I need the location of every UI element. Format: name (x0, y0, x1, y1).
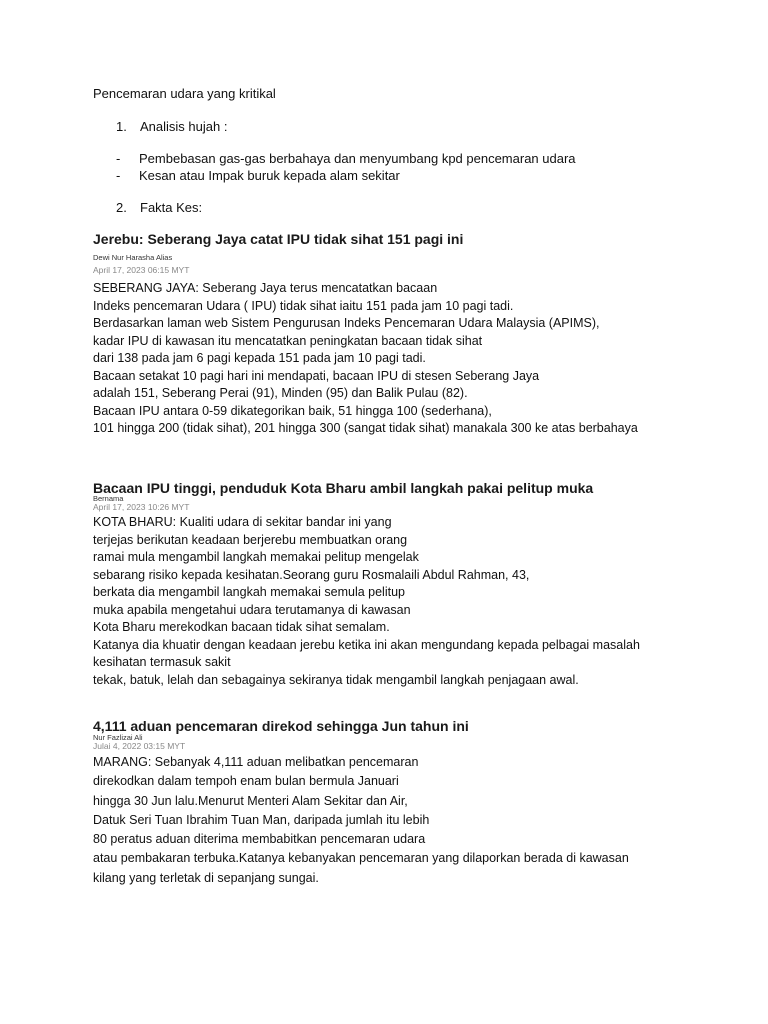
body-line: sebarang risiko kepada kesihatan.Seorang guru Rosmalaili Abdul Rahman, 43, (93, 567, 530, 582)
body-line: Indeks pencemaran Udara ( IPU) tidak sihat iaitu 151 pada jam 10 pagi tadi. (93, 298, 514, 313)
bullet-text: Pembebasan gas-gas berbahaya dan menyumbang kpd pencemaran udara (139, 151, 576, 166)
article-1-headline: Jerebu: Seberang Jaya catat IPU tidak sihat 151 pagi ini (93, 231, 464, 247)
article-3-body (93, 753, 629, 888)
body-line: terjejas berikutan keadaan berjerebu membuatkan orang (93, 532, 408, 547)
body-line: ramai mula mengambil langkah memakai pelitup mengelak (93, 550, 419, 564)
body-line: KOTA BHARU: Kualiti udara di sekitar bandar ini yang (93, 515, 392, 529)
body-line: 80 peratus aduan diterima membabitkan pencemaran udara (93, 832, 426, 847)
body-line: kadar IPU di kawasan itu mencatatkan peningkatan bacaan tidak sihat (93, 333, 483, 348)
body-line: kilang yang terletak di sepanjang sungai. (93, 870, 319, 885)
body-line: adalah 151, Seberang Perai (91), Minden (95) dan Balik Pulau (82). (93, 386, 468, 400)
body-line: hingga 30 Jun lalu.Menurut Menteri Alam Sekitar dan Air, (93, 793, 408, 808)
article-1-date: April 17, 2023 06:15 MYT (93, 265, 190, 275)
item-text: Fakta Kes: (140, 200, 203, 215)
body-line: Kota Bharu merekodkan bacaan tidak sihat semalam. (93, 620, 390, 634)
body-line: kesihatan termasuk sakit (93, 655, 231, 669)
article-3-date: Julai 4, 2022 03:15 MYT (93, 741, 186, 751)
bullet-dash: - (116, 168, 121, 183)
item-number: 1. (116, 119, 127, 134)
body-line: Katanya dia khuatir dengan keadaan jerebu ketika ini akan mengundang kepada pelbagai masalah (93, 637, 640, 652)
article-2-headline: Bacaan IPU tinggi, penduduk Kota Bharu ambil langkah pakai pelitup muka (93, 480, 594, 496)
article-2-date: April 17, 2023 10:26 MYT (93, 502, 190, 512)
article-1-author: Dewi Nur Harasha Alias (93, 253, 173, 262)
body-line: atau pembakaran terbuka.Katanya kebanyakan pencemaran yang dilaporkan berada di kawasan (93, 851, 629, 866)
body-line: Bacaan IPU antara 0-59 dikategorikan baik, 51 hingga 100 (sederhana), (93, 403, 492, 418)
bullet-text: Kesan atau Impak buruk kepada alam sekitar (139, 168, 400, 183)
article-2-author: Bernama (93, 494, 124, 503)
item-number: 2. (116, 200, 127, 215)
body-line: MARANG: Sebanyak 4,111 aduan melibatkan pencemaran (93, 755, 419, 769)
article-3-headline: 4,111 aduan pencemaran direkod sehingga Jun tahun ini (93, 718, 469, 734)
item-text: Analisis hujah : (140, 119, 228, 134)
body-line: Bacaan setakat 10 pagi hari ini mendapati, bacaan IPU di stesen Seberang Jaya (93, 368, 540, 383)
body-line: Datuk Seri Tuan Ibrahim Tuan Man, daripada jumlah itu lebih (93, 812, 430, 827)
body-line: berkata dia mengambil langkah memakai semula pelitup (93, 585, 405, 599)
document-title: Pencemaran udara yang kritikal (93, 86, 276, 101)
body-line: 101 hingga 200 (tidak sihat), 201 hingga 300 (sangat tidak sihat) manakala 300 ke atas berbahaya (93, 421, 638, 435)
body-line: direkodkan dalam tempoh enam bulan bermula Januari (93, 774, 399, 789)
bullet-dash: - (116, 151, 121, 166)
body-line: SEBERANG JAYA: Seberang Jaya terus mencatatkan bacaan (93, 281, 438, 295)
article-3-author: Nur Fazlizai Ali (93, 733, 143, 742)
article-1-body (93, 280, 638, 438)
body-line: muka apabila mengetahui udara terutamanya di kawasan (93, 602, 411, 617)
body-line: dari 138 pada jam 6 pagi kepada 151 pada jam 10 pagi tadi. (93, 351, 426, 365)
body-line: tekak, batuk, lelah dan sebagainya sekiranya tidak mengambil langkah penjagaan awal. (93, 672, 579, 687)
article-2-body (93, 514, 640, 689)
body-line: Berdasarkan laman web Sistem Pengurusan Indeks Pencemaran Udara Malaysia (APIMS), (93, 316, 600, 330)
